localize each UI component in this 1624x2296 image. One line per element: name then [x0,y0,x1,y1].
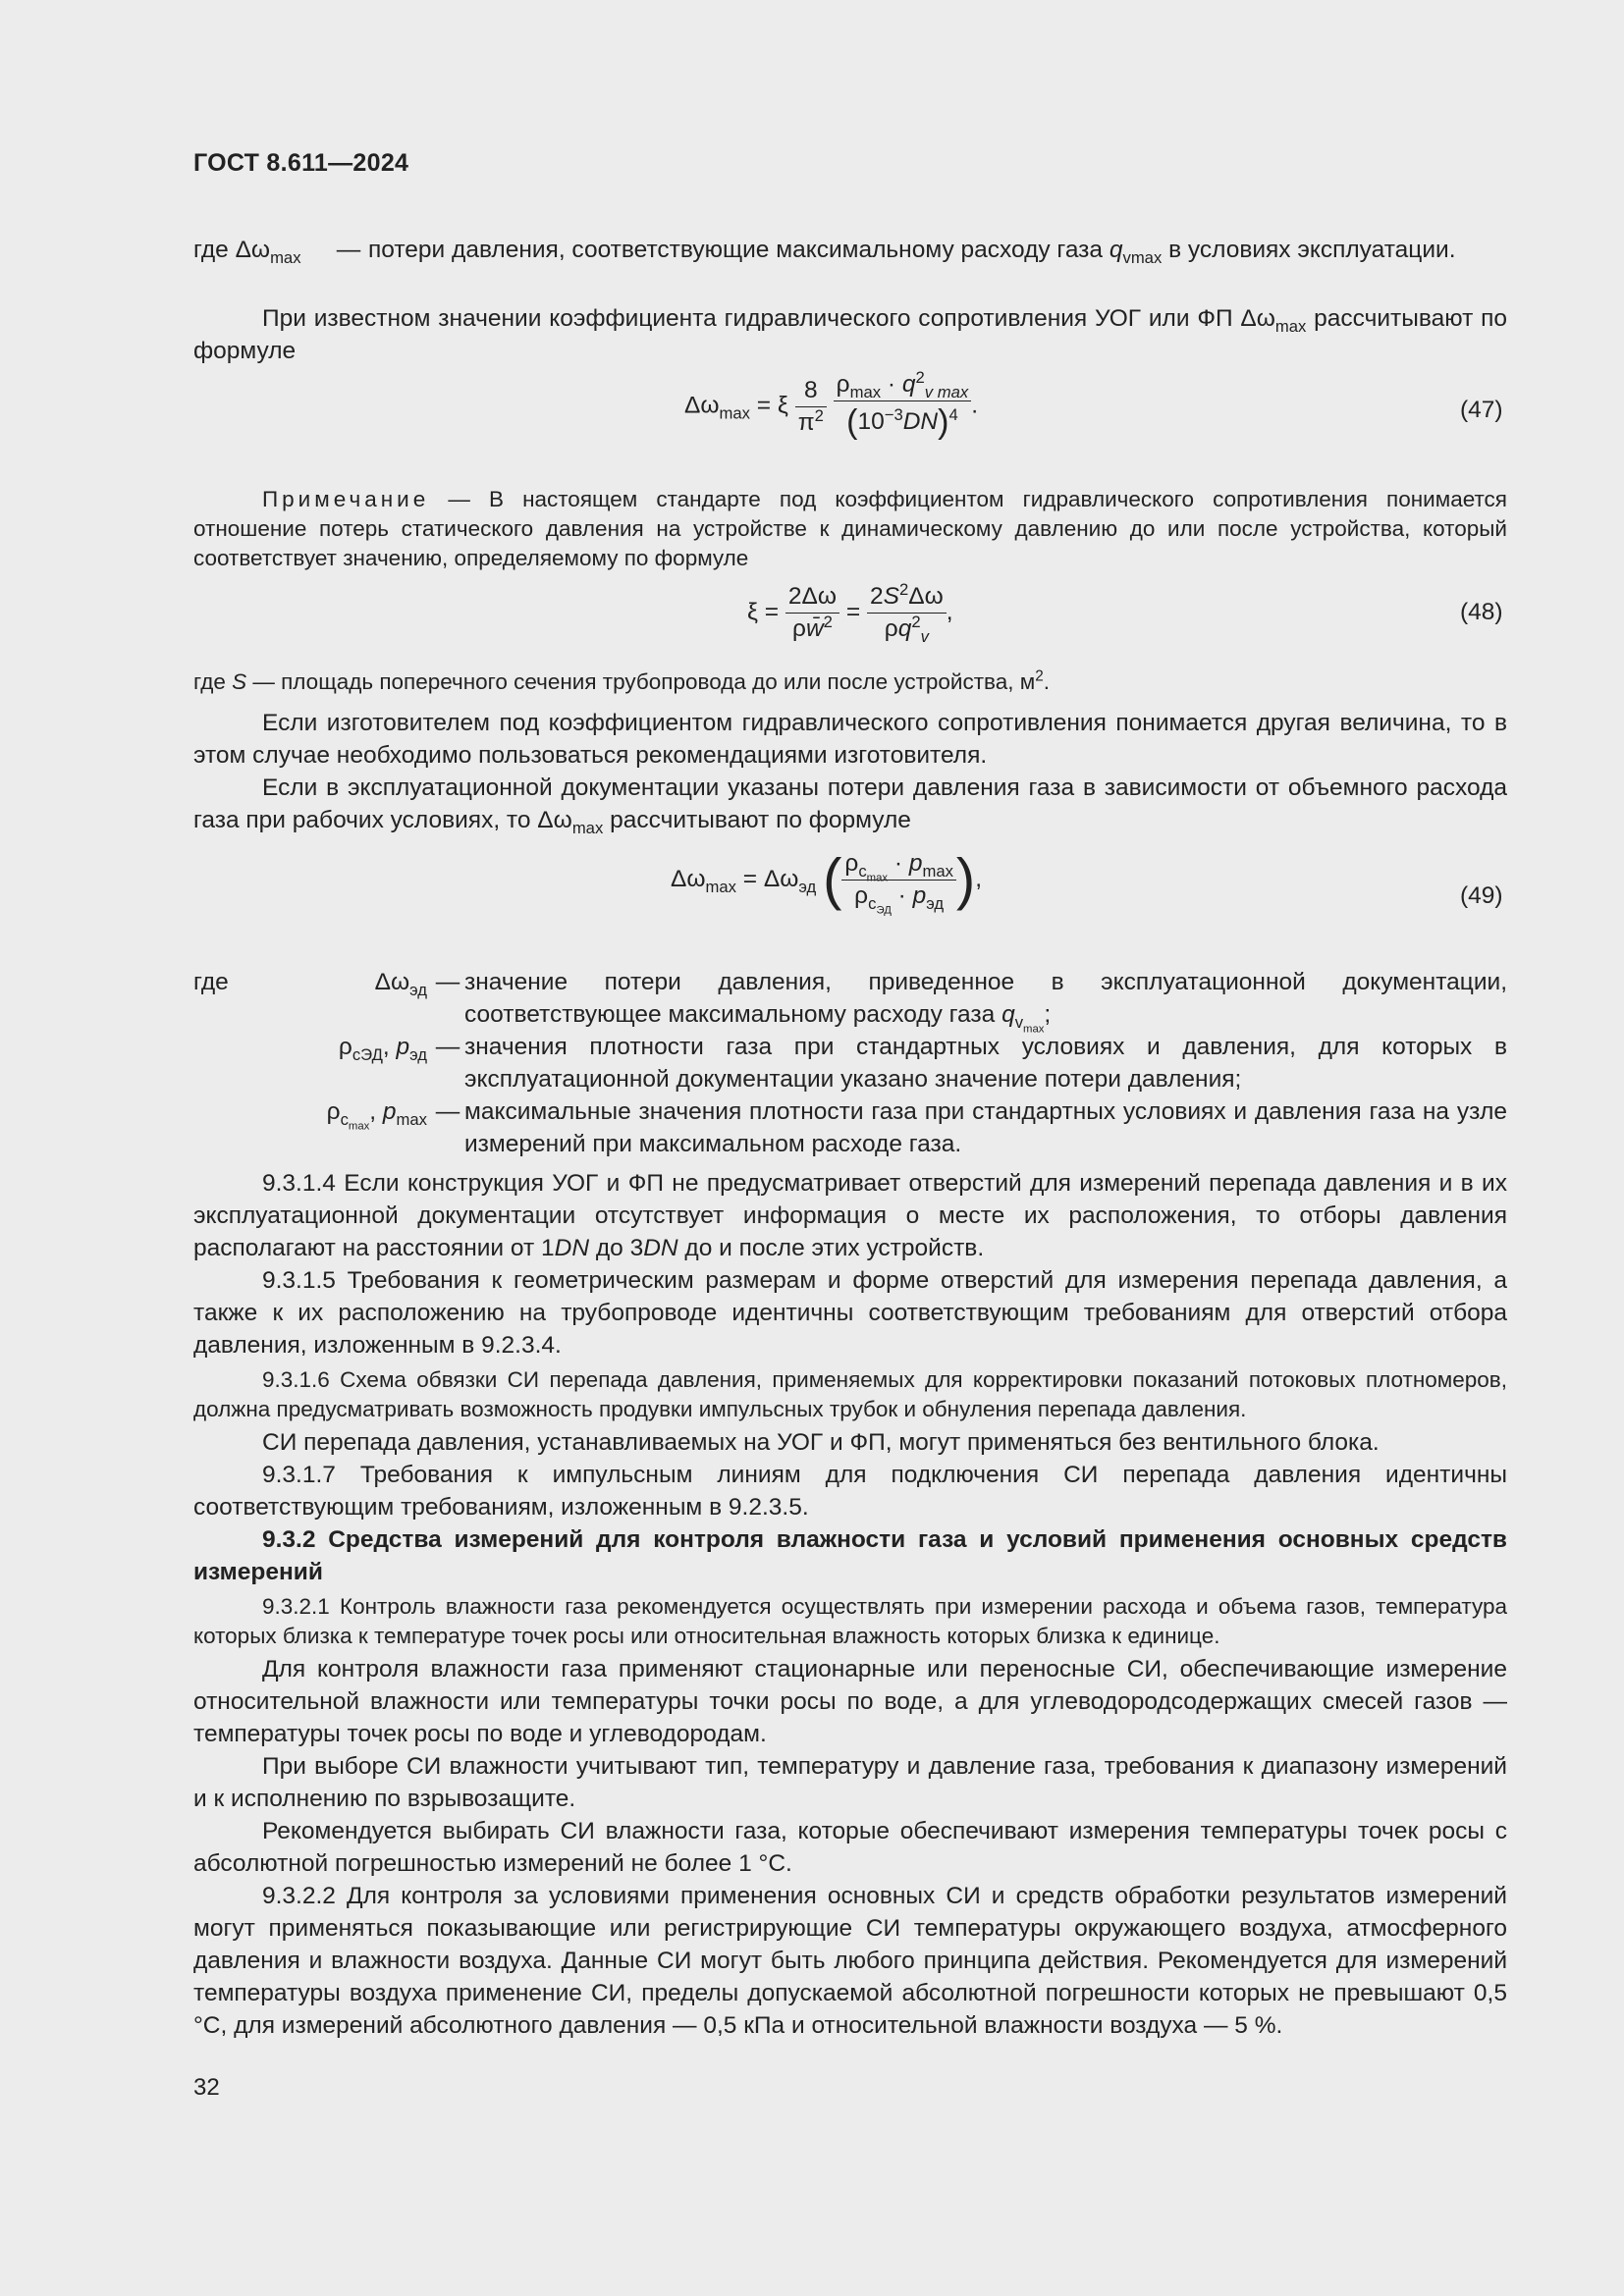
page-number: 32 [193,2074,220,2101]
fraction-rho-q-over-dn: $\frac{\rho_{max} \cdot q^2_{v max}}{(10^{-3}DN)^4}$ [834,371,972,442]
equation-48: ξ = $\frac{2\Delta\omega}{\rho w̄^2}$ = $\frac{2S^2\Delta\omega}{\rho q^2_v}$ , [747,579,953,646]
paragraph-xi-formula-intro: При известном значении коэффициента гидравлического сопротивления УОГ или ФП $\Delta\omega_{max}$ рассчитывают по формуле [193,305,1508,364]
paragraph-9-3-2-2: 9.3.2.2 Для контроля за условиями применения основных СИ и средств обработки результатов измерений могут применяться показывающие или регистрирующие СИ температуры окружающего воздуха, атмосферного давления и влажности воздуха. Данные СИ могут быть любого принципа действия. Рекомендуется для измерений температуры воздуха применение СИ, пределы допускаемой абсолютной погрешности которых не превышают 0,5 °С, для измерений абсолютного давления — 0,5 кПа и относительной влажности воздуха — 5 %. [193,1883,1507,2039]
paragraph-humidity-recommendation: Рекомендуется выбирать СИ влажности газа, которые обеспечивают измерения температуры точек росы с абсолютной погрешностью измерений не более 1 °С. [193,1818,1507,1877]
fraction-2domega-rho-w2: $\frac{2\Delta\omega}{\rho w̄^2}$ [785,583,839,643]
equation-number-48: (48) [1460,599,1503,625]
paragraph-operational-docs: Если в эксплуатационной документации указаны потери давления газа в зависимости от объемного расхода газа при рабочих условиях, то $\Delta\omega_{max}$ рассчитывают по формуле [193,774,1507,837]
paragraphs-manufacturer [193,707,1507,836]
equation-number-47: (47) [1460,397,1503,423]
definition-item: где $\Delta\omega_{эд}$ — значение потери давления, приведенное в эксплуатационной документации, соответствующее максимальному расходу газа $q_{v_{max}}$; [193,969,1507,1036]
paragraph-manufacturer: Если изготовителем под коэффициентом гидравлического сопротивления понимается другая величина, то в этом случае необходимо пользоваться рекомендациями изготовителя. [193,710,1507,769]
body-sections [193,1167,1507,2042]
note-block: Примечание — В настоящем стандарте под коэффициентом гидравлического сопротивления понимается отношение потерь статического давления на устройстве к динамическому давлению до или после устройства, который соответствует значению, определяемому по формуле [193,487,1507,570]
heading-9-3-2: 9.3.2 Средства измерений для контроля влажности газа и условий применения основных средств измерений [193,1526,1507,1585]
definition-term: где $\Delta\omega_{max}$ [193,237,301,267]
definition-omega-max [193,234,1507,266]
paragraph-9-3-2-1: 9.3.2.1 Контроль влажности газа рекомендуется осуществлять при измерении расхода и объема газов, температура которых близка к температуре точек росы или относительная влажность которых близка к единице. [193,1594,1507,1648]
paragraph-humidity-selection: При выборе СИ влажности учитывают тип, температуру и давление газа, требования к диапазону измерений и к исполнению по взрывозащите. [193,1753,1507,1812]
definition-item: $\rho_{c_{max}}$, $p_{max}$ — максимальные значения плотности газа при стандартных условиях и давления газа на узле измерений при максимальном расходе газа. [326,1098,1507,1157]
definitions-list [193,966,1507,1160]
paragraph-9-3-1-6: 9.3.1.6 Схема обвязки СИ перепада давления, применяемых для корректировки показаний потоковых плотномеров, должна предусматривать возможность продувки импульсных трубок и обнуления перепада давления. [193,1367,1507,1421]
note-label: Примечание [262,487,430,511]
fraction-rho-p: $\frac{\rho_{c_{max}} \cdot p_{max}}{\rho_{с_{ЭД}} \cdot p_{эд}}$ [841,850,956,910]
paragraph-9-3-1-4: 9.3.1.4 Если конструкция УОГ и ФП не предусматривает отверстий для измерений перепада давления и в их эксплуатационной документации отсутствует информация о месте их расположения, то отборы давления располагают на расстоянии от 1DN до 3DN до и после этих устройств. [193,1170,1507,1261]
standard-code-header: ГОСТ 8.611—2024 [193,149,409,177]
definition-text: потери давления, соответствующие максимальному расходу газа $q_{vmax}$ в условиях эксплуатации. [368,237,1456,267]
paragraph-9-3-1-5: 9.3.1.5 Требования к геометрическим размерам и форме отверстий для измерения перепада давления, а также к их расположению на трубопроводе идентичны соответствующим требованиям для отверстий отбора давления, изложенным в 9.2.3.4. [193,1267,1507,1359]
equation-49: $\Delta\omega_{max} = \Delta\omega_{эд}$ ( $\frac{\rho_{c_{max}} \cdot p_{max}}{\rho_{с_{ЭД}} \cdot p_{эд}}$ ), [671,847,983,917]
equation-47: $\Delta\omega_{max} = \xi$ $\frac{8}{\pi^2}$ $\frac{\rho_{max} \cdot q^2_{v max}}{(10^{-3}DN)^4}$ . [684,367,979,441]
paragraph-9-3-1-6b: СИ перепада давления, устанавливаемых на УОГ и ФП, могут применяться без вентильного блока. [262,1429,1380,1456]
paragraph-9-3-1-7: 9.3.1.7 Требования к импульсным линиям для подключения СИ перепада давления идентичны соответствующим требованиям, изложенным в 9.2.3.5. [193,1462,1507,1521]
definition-item: $\rho_{сЭД}$, $p_{эд}$ — значения плотности газа при стандартных условиях и давления, для которых в эксплуатационной документации указано значение потери давления; [338,1034,1507,1093]
fraction-8-pi2: $\frac{8}{\pi^2}$ [795,377,827,437]
fraction-2s2-rho-q2: $\frac{2S^2\Delta\omega}{\rho q^2_v}$ [867,583,947,643]
equation-number-49: (49) [1460,882,1503,909]
paragraph-humidity-instruments: Для контроля влажности газа применяют стационарные или переносные СИ, обеспечивающие измерение относительной влажности или температуры точки росы по воде, а для углеводородсодержащих смесей газов — температуры точек росы по воде и углеводородам. [193,1656,1507,1747]
definition-dash: — [336,237,361,263]
definition-s: где S — площадь поперечного сечения трубопровода до или после устройства, $м^2$. [193,667,1051,694]
